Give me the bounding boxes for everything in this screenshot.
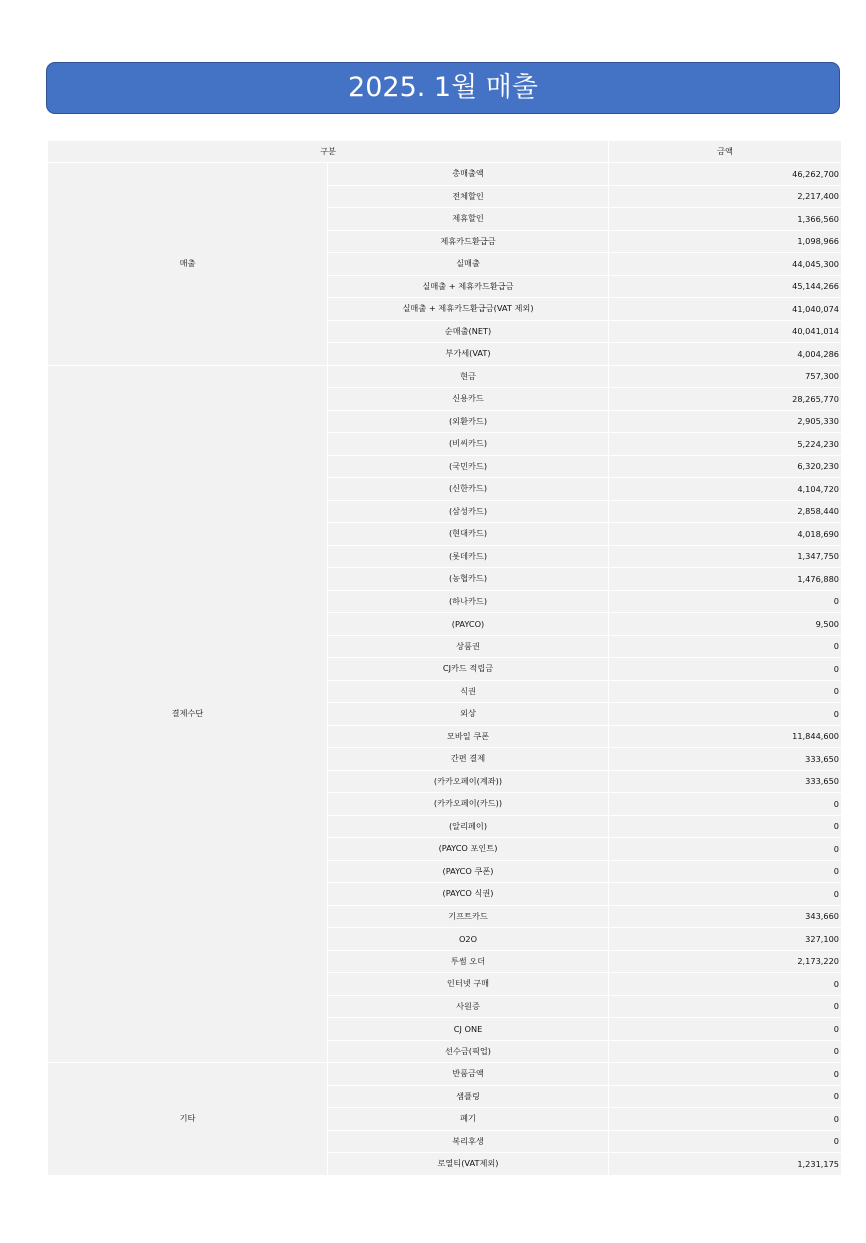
row-item-label: (현대카드) <box>328 523 609 546</box>
row-item-label: (롯데카드) <box>328 545 609 568</box>
row-amount: 9,500 <box>609 613 842 636</box>
header-category: 구분 <box>48 141 609 163</box>
row-item-label: 선수금(픽업) <box>328 1040 609 1063</box>
row-amount: 0 <box>609 860 842 883</box>
row-amount: 4,104,720 <box>609 478 842 501</box>
row-item-label: 신용카드 <box>328 388 609 411</box>
row-amount: 44,045,300 <box>609 253 842 276</box>
row-item-label: 현금 <box>328 365 609 388</box>
table-body <box>48 163 842 1176</box>
row-item-label: (알리페이) <box>328 815 609 838</box>
row-item-label: (하나카드) <box>328 590 609 613</box>
row-item-label: O2O <box>328 928 609 951</box>
row-item-label: 폐기 <box>328 1108 609 1131</box>
row-amount: 28,265,770 <box>609 388 842 411</box>
row-amount: 2,217,400 <box>609 185 842 208</box>
row-item-label: (PAYCO) <box>328 613 609 636</box>
row-item-label: 반품금액 <box>328 1063 609 1086</box>
row-amount: 4,018,690 <box>609 523 842 546</box>
row-item-label: 순매출(NET) <box>328 320 609 343</box>
row-amount: 45,144,266 <box>609 275 842 298</box>
row-amount: 40,041,014 <box>609 320 842 343</box>
table-row <box>48 163 842 186</box>
row-amount: 2,858,440 <box>609 500 842 523</box>
group-label: 결제수단 <box>48 365 328 1063</box>
row-amount: 0 <box>609 973 842 996</box>
row-amount: 1,231,175 <box>609 1153 842 1176</box>
row-item-label: 샘플링 <box>328 1085 609 1108</box>
row-amount: 1,476,880 <box>609 568 842 591</box>
row-item-label: (카카오페이(카드)) <box>328 793 609 816</box>
row-amount: 0 <box>609 1108 842 1131</box>
row-amount: 0 <box>609 1018 842 1041</box>
row-amount: 0 <box>609 680 842 703</box>
row-item-label: (신한카드) <box>328 478 609 501</box>
group-label: 기타 <box>48 1063 328 1176</box>
row-amount: 333,650 <box>609 748 842 771</box>
row-amount: 0 <box>609 1040 842 1063</box>
row-amount: 0 <box>609 590 842 613</box>
table-row <box>48 1063 842 1086</box>
row-amount: 2,905,330 <box>609 410 842 433</box>
row-item-label: 복리후생 <box>328 1130 609 1153</box>
row-item-label: 사원증 <box>328 995 609 1018</box>
row-item-label: 총매출액 <box>328 163 609 186</box>
row-item-label: (PAYCO 포인트) <box>328 838 609 861</box>
row-amount: 0 <box>609 1085 842 1108</box>
row-amount: 1,347,750 <box>609 545 842 568</box>
row-item-label: 상품권 <box>328 635 609 658</box>
row-item-label: (PAYCO 식권) <box>328 883 609 906</box>
row-item-label: 인터넷 구매 <box>328 973 609 996</box>
row-item-label: 부가세(VAT) <box>328 343 609 366</box>
row-amount: 327,100 <box>609 928 842 951</box>
row-amount: 0 <box>609 838 842 861</box>
row-item-label: 실매출 + 제휴카드환급금 <box>328 275 609 298</box>
row-item-label: 전체할인 <box>328 185 609 208</box>
row-amount: 0 <box>609 1063 842 1086</box>
row-item-label: 투썸 오더 <box>328 950 609 973</box>
row-amount: 1,098,966 <box>609 230 842 253</box>
row-amount: 6,320,230 <box>609 455 842 478</box>
table-row <box>48 365 842 388</box>
row-item-label: (외환카드) <box>328 410 609 433</box>
row-item-label: 간편 결제 <box>328 748 609 771</box>
row-amount: 343,660 <box>609 905 842 928</box>
row-amount: 0 <box>609 658 842 681</box>
row-amount: 0 <box>609 883 842 906</box>
row-item-label: (농협카드) <box>328 568 609 591</box>
table-header-row <box>48 141 842 163</box>
row-item-label: 제휴카드환급금 <box>328 230 609 253</box>
row-item-label: (삼성카드) <box>328 500 609 523</box>
row-amount: 41,040,074 <box>609 298 842 321</box>
row-item-label: (카카오페이(계좌)) <box>328 770 609 793</box>
row-amount: 333,650 <box>609 770 842 793</box>
row-amount: 46,262,700 <box>609 163 842 186</box>
row-item-label: CJ카드 적립금 <box>328 658 609 681</box>
row-item-label: 로열티(VAT제외) <box>328 1153 609 1176</box>
row-amount: 0 <box>609 815 842 838</box>
report-title: 2025. 1월 매출 <box>46 62 840 114</box>
row-item-label: 제휴할인 <box>328 208 609 231</box>
row-item-label: (국민카드) <box>328 455 609 478</box>
row-amount: 11,844,600 <box>609 725 842 748</box>
row-amount: 0 <box>609 703 842 726</box>
row-item-label: 실매출 + 제휴카드환급금(VAT 제외) <box>328 298 609 321</box>
row-amount: 2,173,220 <box>609 950 842 973</box>
row-item-label: (PAYCO 쿠폰) <box>328 860 609 883</box>
row-item-label: 식권 <box>328 680 609 703</box>
sales-table <box>47 140 842 1176</box>
group-label: 매출 <box>48 163 328 366</box>
row-item-label: 모바일 쿠폰 <box>328 725 609 748</box>
row-amount: 0 <box>609 995 842 1018</box>
row-amount: 0 <box>609 1130 842 1153</box>
row-item-label: 기프트카드 <box>328 905 609 928</box>
header-amount: 금액 <box>609 141 842 163</box>
row-item-label: CJ ONE <box>328 1018 609 1041</box>
row-amount: 4,004,286 <box>609 343 842 366</box>
row-amount: 0 <box>609 635 842 658</box>
row-item-label: 외상 <box>328 703 609 726</box>
row-item-label: 실매출 <box>328 253 609 276</box>
row-amount: 0 <box>609 793 842 816</box>
row-amount: 1,366,560 <box>609 208 842 231</box>
row-item-label: (비씨카드) <box>328 433 609 456</box>
row-amount: 757,300 <box>609 365 842 388</box>
row-amount: 5,224,230 <box>609 433 842 456</box>
